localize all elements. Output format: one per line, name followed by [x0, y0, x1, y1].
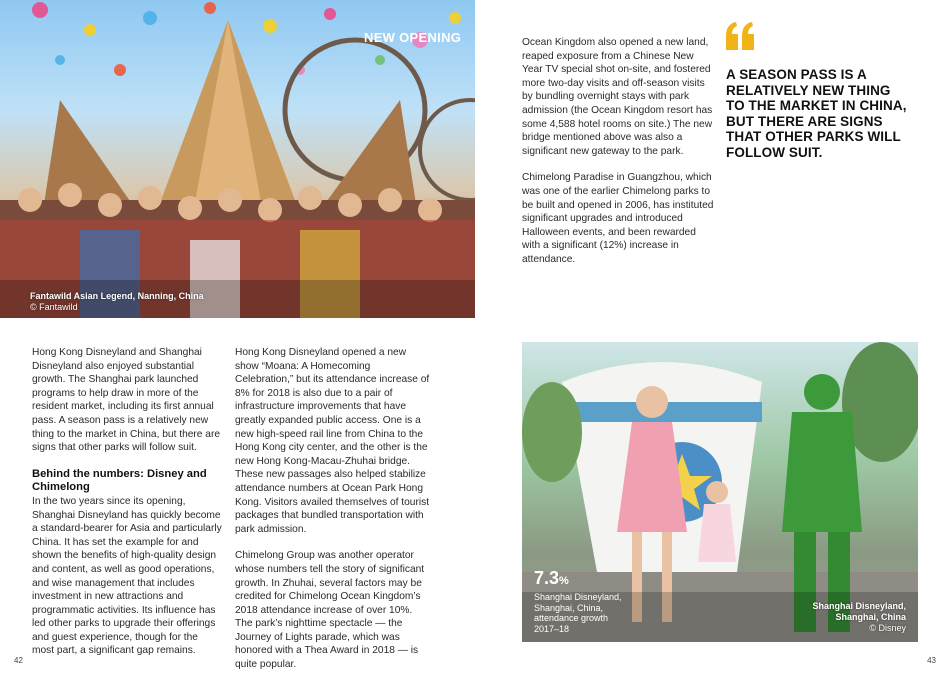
right-column	[522, 36, 715, 280]
left-column-1	[32, 346, 222, 671]
bottom-photo-caption-title: Shanghai Disneyland, Shanghai, China	[812, 601, 906, 622]
stat-description: Shanghai Disneyland, Shanghai, China, attendance growth 2017–18	[534, 592, 622, 634]
left-column-2	[235, 346, 430, 685]
top-photo-caption-credit: © Fantawild	[30, 302, 78, 312]
new-opening-tag: NEW OPENING	[364, 30, 462, 45]
top-photo-caption-title: Fantawild Asian Legend, Nanning, China	[30, 291, 204, 301]
page-number-right: 43	[927, 656, 936, 665]
section-heading: Behind the numbers: Disney and Chimelong	[32, 467, 207, 494]
quote-mark-icon	[724, 22, 756, 58]
fantawild-illustration	[0, 0, 475, 318]
paragraph: Ocean Kingdom also opened a new land, reaped exposure from a Chinese New Year TV special shot on-site, and fostered more two-day visits and off-season visits by bundling overnight stays with park admission (the Ocean Kingdom resort has some 4,588 hotel rooms on site.) The new bridge mentioned above was also a significant new gateway to the park.	[522, 37, 713, 157]
paragraph: Chimelong Paradise in Guangzhou, which was one of the earlier Chimelong parks to be built and opened in 2006, has instituted significant upgrades and introduced Halloween events, and been rewarded with a significant (12%) increase in attendance.	[522, 172, 714, 265]
bottom-photo-caption	[806, 601, 906, 634]
top-photo-caption	[30, 291, 204, 313]
page-number-left: 42	[14, 656, 23, 665]
stat-unit: %	[559, 575, 569, 587]
pull-quote: A SEASON PASS IS A RELATIVELY NEW THING TO THE MARKET IN CHINA, BUT THERE ARE SIGNS THAT OTHER PARKS WILL FOLLOW SUIT.	[726, 67, 907, 160]
paragraph: Hong Kong Disneyland and Shanghai Disneyland also enjoyed substantial growth. The Shanghai park launched programs to help draw in more of the resident market, including its first annual pass. A season pass is a relatively new thing to the market in China, but there are signs that other parks will follow suit.	[32, 347, 221, 454]
paragraph: In the two years since its opening, Shanghai Disneyland has quickly become a standard-bearer for Asia and particularly China. It has set the example for and shown the benefits of high-quality design and content, as well as good operations, and wise management that includes investment in new attractions and programmatic activities. Its influence has led other parks to upgrade their offerings and guest experience, though for the most part, a significant gap remains.	[32, 495, 222, 657]
attendance-growth-stat	[534, 568, 569, 589]
bottom-photo-caption-credit: © Disney	[869, 623, 906, 633]
paragraph: Hong Kong Disneyland opened a new show “Moana: A Homecoming Celebration,” but its attendance increase of 8% for 2018 is also due to a pair of infrastructure improvements that have greatly expanded public access. One is a new high-speed rail line from China to the Hong Kong city center, and the other is the new Hong Kong-Macau-Zhuhai bridge. These new passages also helped stabilize attendance numbers at Ocean Park Hong Kong. Visitors availed themselves of tourist packages that bundled transportation with park admission.	[235, 347, 430, 535]
paragraph: Chimelong Group was another operator whose numbers tell the story of significant growth. In Zhuhai, several factors may be credited for Chimelong Ocean Kingdom’s 2018 attendance increase of over 10%. The park’s nighttime spectacle — the Journey of Lights parade, which was honored with a Thea Award in 2018 — is quite popular.	[235, 550, 425, 671]
stat-value: 7.3	[534, 568, 560, 588]
fantawild-photo	[0, 0, 475, 318]
